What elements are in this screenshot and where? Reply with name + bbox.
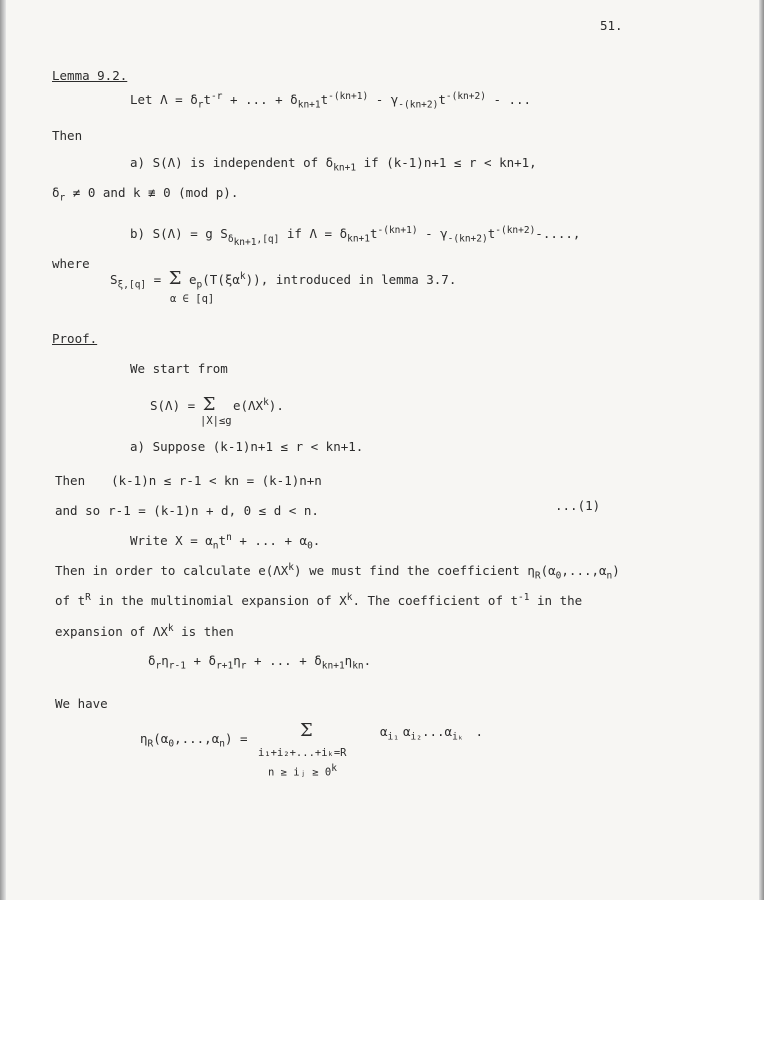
lemma-statement: Let $\Lambda = \delta_rt^{-r}$ + ... + $\delta_{kn+1}t^{-(kn+1)} - \gamma_{-(kn+2)}t^{-(kn+2)}$ - ... xyxy=(130,91,532,111)
part-a-statement: a) S(Λ) is independent of $\delta_{kn+1}$ if (k-1)n+1 ≤ r < kn+1, xyxy=(130,155,537,174)
eta-sum-condition-2: n ≥ iⱼ ≥ $0^k$ xyxy=(268,763,337,779)
sum-range-x: |X|≤g xyxy=(200,415,232,427)
start-line: We start from xyxy=(130,361,228,376)
part-b-statement: b) S(Λ) = g $S_{\delta_{kn+1},[q]}$ if $\Lambda = \delta_{kn+1}t^{-(kn+1)} - \gamma_{-(kn+2)}t^{-(kn+2)}-$...., xyxy=(130,225,581,248)
eta-sum-condition-1: i₁+i₂+...+iₖ=R xyxy=(258,747,347,759)
where-label: where xyxy=(52,256,90,271)
and-so-line: and so r-1 = (k-1)n + d, 0 ≤ d < n. xyxy=(55,503,319,518)
S-definition-line: $S_{\xi,[q]} = \Sigma$ $e_p(T(\xi\alpha^k))$, introduced in lemma 3.7. xyxy=(110,268,457,291)
eta-sum-symbol: Σ xyxy=(300,720,313,741)
proof-heading: Proof. xyxy=(52,331,98,346)
eta-product: $\alpha_{i_1}$ $\alpha_{i_2}...\alpha_{i_k}$ . xyxy=(380,724,484,743)
multinomial-line: of $t^R$ in the multinomial expansion of $X^k$. The coefficient of $t^{-1}$ in the xyxy=(55,592,583,609)
page-number: 51. xyxy=(600,18,623,33)
equation-tag-1: ...(1) xyxy=(555,498,601,513)
S-lambda-definition: S(Λ) = Σ $e(\Lambda X^k)$. xyxy=(150,394,284,415)
then-label: Then xyxy=(52,128,83,143)
coefficient-line: Then in order to calculate $e(\Lambda X^k)$ we must find the coefficient $\eta_R(\alpha_0,...,\alpha_n)$ xyxy=(55,562,620,582)
coefficient-sum: $\delta_r\eta_{r-1} + \delta_{r+1}\eta_r$ + ... + $\delta_{kn+1}\eta_{kn}$. xyxy=(148,653,372,672)
case-a-line: a) Suppose (k-1)n+1 ≤ r < kn+1. xyxy=(130,439,364,454)
then-inequality-line: Then (k-1)n ≤ r-1 < kn = (k-1)n+n xyxy=(55,473,322,488)
part-a-continuation: $\delta_r \ne 0$ and k ≢ 0 (mod p). xyxy=(52,185,239,204)
scan-edge-left xyxy=(0,0,6,900)
eta-definition: $\eta_R(\alpha_0,...,\alpha_n)$ = xyxy=(140,731,248,750)
sum-range-q: α ∈ [q] xyxy=(170,293,215,305)
expansion-line: expansion of $\Lambda X^k$ is then xyxy=(55,623,234,640)
write-x-line: Write $X = \alpha_nt^n$ + ... + $\alpha_0$. xyxy=(130,532,321,552)
lemma-heading: Lemma 9.2. xyxy=(52,68,128,83)
we-have-label: We have xyxy=(55,696,108,711)
scan-edge-right xyxy=(759,0,764,900)
